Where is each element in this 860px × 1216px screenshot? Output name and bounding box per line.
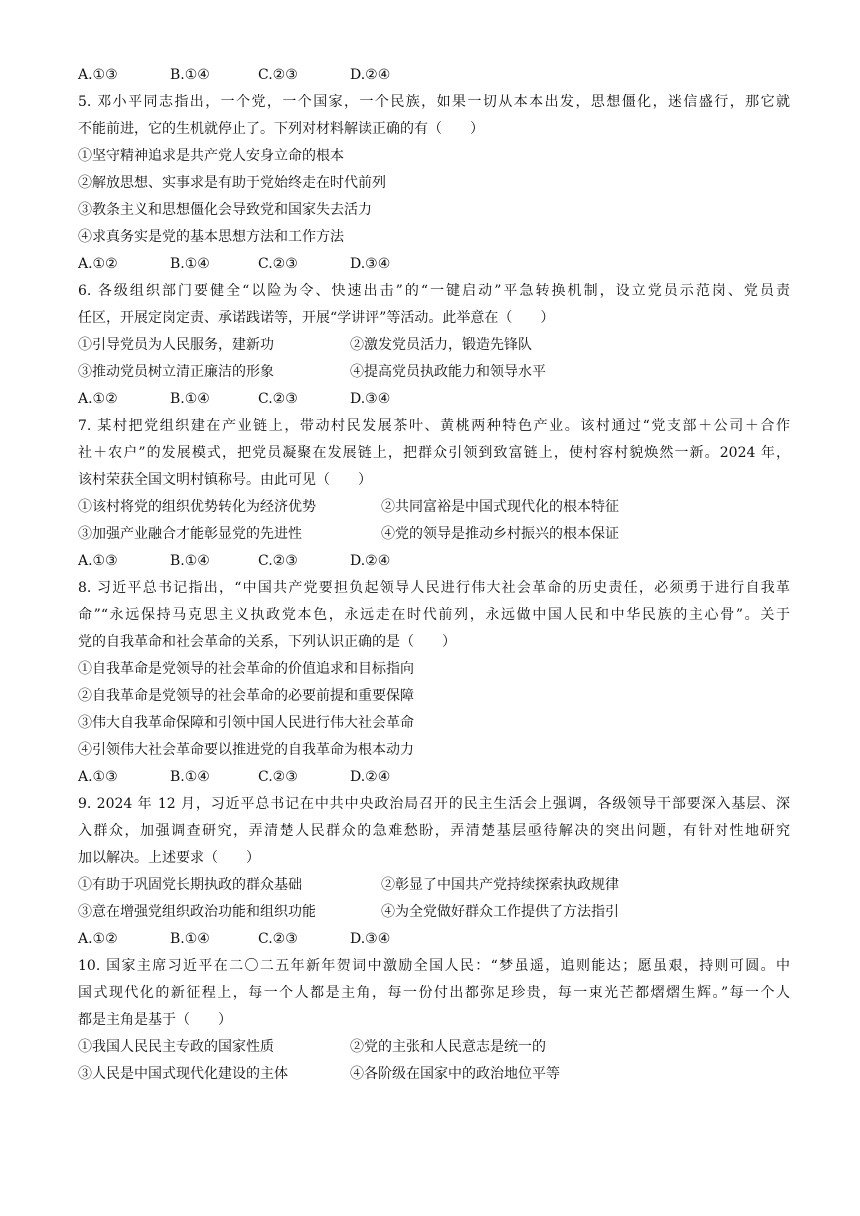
q5-answer-a: A.①② (78, 256, 118, 272)
q7-answer-d: D.②④ (350, 553, 391, 569)
q9-options-row-2 (78, 899, 790, 926)
q8-answer-b: B.①④ (170, 769, 210, 785)
q6-answer-d: D.③④ (350, 391, 391, 407)
exam-page (78, 62, 790, 1088)
q6-answers (78, 386, 790, 413)
q8-option-3: ③伟大自我革命保障和引领中国人民进行伟大社会革命 (78, 715, 414, 731)
q7-option-4: ④党的领导是推动乡村振兴的根本保证 (381, 526, 619, 542)
q4-answer-d: D.②④ (350, 67, 391, 83)
q6-options-row-2 (78, 359, 790, 386)
q9-answer-c: C.②③ (258, 931, 298, 947)
q6-answer-c: C.②③ (258, 391, 298, 407)
q5-option-2: ②解放思想、实事求是有助于党始终走在时代前列 (78, 175, 386, 191)
question-7 (78, 413, 790, 575)
q10-stem-line-2: 国式现代化的新征程上，每一个人都是主角，每一份付出都弥足珍贵，每一束光芒都熠熠生辉。”每一个人 (78, 985, 790, 1001)
q7-options-row-2 (78, 521, 790, 548)
q8-answer-a: A.①③ (78, 769, 118, 785)
q9-stem-line-1: 9. 2024 年 12 月，习近平总书记在中共中央政治局召开的民主生活会上强调，各级领导干部要深入基层、深 (78, 796, 790, 812)
q8-stem-line-1: 8. 习近平总书记指出，“中国共产党要担负起领导人民进行伟大社会革命的历史责任，必须勇于进行自我革 (78, 580, 790, 596)
q10-option-3: ③人民是中国式现代化建设的主体 (78, 1066, 288, 1082)
q7-option-2: ②共同富裕是中国式现代化的根本特征 (381, 499, 619, 515)
q10-option-1: ①我国人民民主专政的国家性质 (78, 1039, 274, 1055)
q5-answer-d: D.③④ (350, 256, 391, 272)
question-10 (78, 953, 790, 1088)
q9-option-2: ②彰显了中国共产党持续探索执政规律 (381, 877, 619, 893)
q5-stem-line-1: 5. 邓小平同志指出，一个党，一个国家，一个民族，如果一切从本本出发，思想僵化，迷信盛行，那它就 (78, 94, 790, 110)
q7-stem-line-3: 该村荣获全国文明村镇称号。由此可见（ ） (78, 472, 372, 488)
question-9 (78, 791, 790, 953)
q9-options-row-1 (78, 872, 790, 899)
q10-options-row-2 (78, 1061, 790, 1088)
q8-answer-d: D.②④ (350, 769, 391, 785)
question-6 (78, 278, 790, 413)
q5-stem-line-2: 不能前进，它的生机就停止了。下列对材料解读正确的有（ ） (78, 121, 484, 137)
q7-answer-b: B.①④ (170, 553, 210, 569)
question-5 (78, 89, 790, 278)
q6-answer-b: B.①④ (170, 391, 210, 407)
question-8 (78, 575, 790, 791)
q9-option-3: ③意在增强党组织政治功能和组织功能 (78, 904, 316, 920)
q5-answers (78, 251, 790, 278)
q7-answer-c: C.②③ (258, 553, 298, 569)
q5-answer-c: C.②③ (258, 256, 298, 272)
q8-option-2: ②自我革命是党领导的社会革命的必要前提和重要保障 (78, 688, 414, 704)
q6-options-row-1 (78, 332, 790, 359)
q9-stem-line-3: 加以解决。上述要求（ ） (78, 850, 260, 866)
q7-option-3: ③加强产业融合才能彰显党的先进性 (78, 526, 302, 542)
q7-stem-line-2: 社＋农户”的发展模式，把党员凝聚在发展链上，把群众引领到致富链上，使村容村貌焕然一新。2024 年， (78, 445, 790, 461)
q6-option-4: ④提高党员执政能力和领导水平 (350, 364, 546, 380)
q9-answer-d: D.③④ (350, 931, 391, 947)
q9-option-4: ④为全党做好群众工作提供了方法指引 (381, 904, 619, 920)
q4-answer-c: C.②③ (258, 67, 298, 83)
q4-answer-a: A.①③ (78, 67, 118, 83)
q5-answer-b: B.①④ (170, 256, 210, 272)
q10-option-2: ②党的主张和人民意志是统一的 (350, 1039, 546, 1055)
q4-answers (78, 62, 790, 89)
q9-answers (78, 926, 790, 953)
q9-option-1: ①有助于巩固党长期执政的群众基础 (78, 877, 302, 893)
q7-answer-a: A.①③ (78, 553, 118, 569)
q9-answer-a: A.①② (78, 931, 118, 947)
q9-stem-line-2: 入群众，加强调查研究，弄清楚人民群众的急难愁盼，弄清楚基层亟待解决的突出问题，有针对性地研究 (78, 823, 790, 839)
q8-stem-line-2: 命”“永远保持马克思主义执政党本色，永远走在时代前列，永远做中国人民和中华民族的主心骨”。关于 (78, 607, 790, 623)
q5-option-4: ④求真务实是党的基本思想方法和工作方法 (78, 229, 344, 245)
q9-answer-b: B.①④ (170, 931, 210, 947)
q8-answers (78, 764, 790, 791)
q6-option-3: ③推动党员树立清正廉洁的形象 (78, 364, 274, 380)
q6-answer-a: A.①② (78, 391, 118, 407)
q8-stem-line-3: 党的自我革命和社会革命的关系，下列认识正确的是（ ） (78, 634, 456, 650)
q6-stem-line-2: 任区，开展定岗定责、承诺践诺等，开展“学讲评”等活动。此举意在（ ） (78, 310, 555, 326)
q10-stem-line-3: 都是主角是基于（ ） (78, 1012, 232, 1028)
q8-answer-c: C.②③ (258, 769, 298, 785)
q6-option-1: ①引导党员为人民服务，建新功 (78, 337, 274, 353)
q6-stem-line-1: 6. 各级组织部门要健全“以险为令、快速出击”的“一键启动”平急转换机制，设立党员示范岗、党员责 (78, 283, 790, 299)
q10-options-row-1 (78, 1034, 790, 1061)
q7-options-row-1 (78, 494, 790, 521)
q5-option-3: ③教条主义和思想僵化会导致党和国家失去活力 (78, 202, 372, 218)
q7-stem-line-1: 7. 某村把党组织建在产业链上，带动村民发展茶叶、黄桃两种特色产业。该村通过“党支部＋公司＋合作 (78, 418, 790, 434)
q7-answers (78, 548, 790, 575)
q8-option-1: ①自我革命是党领导的社会革命的价值追求和目标指向 (78, 661, 414, 677)
q8-option-4: ④引领伟大社会革命要以推进党的自我革命为根本动力 (78, 742, 414, 758)
q5-option-1: ①坚守精神追求是共产党人安身立命的根本 (78, 148, 344, 164)
q10-option-4: ④各阶级在国家中的政治地位平等 (350, 1066, 560, 1082)
q10-stem-line-1: 10. 国家主席习近平在二〇二五年新年贺词中激励全国人民：“梦虽遥，追则能达；愿虽艰，持则可圆。中 (78, 958, 790, 974)
q6-option-2: ②激发党员活力，锻造先锋队 (350, 337, 532, 353)
q4-answer-b: B.①④ (170, 67, 210, 83)
q7-option-1: ①该村将党的组织优势转化为经济优势 (78, 499, 316, 515)
